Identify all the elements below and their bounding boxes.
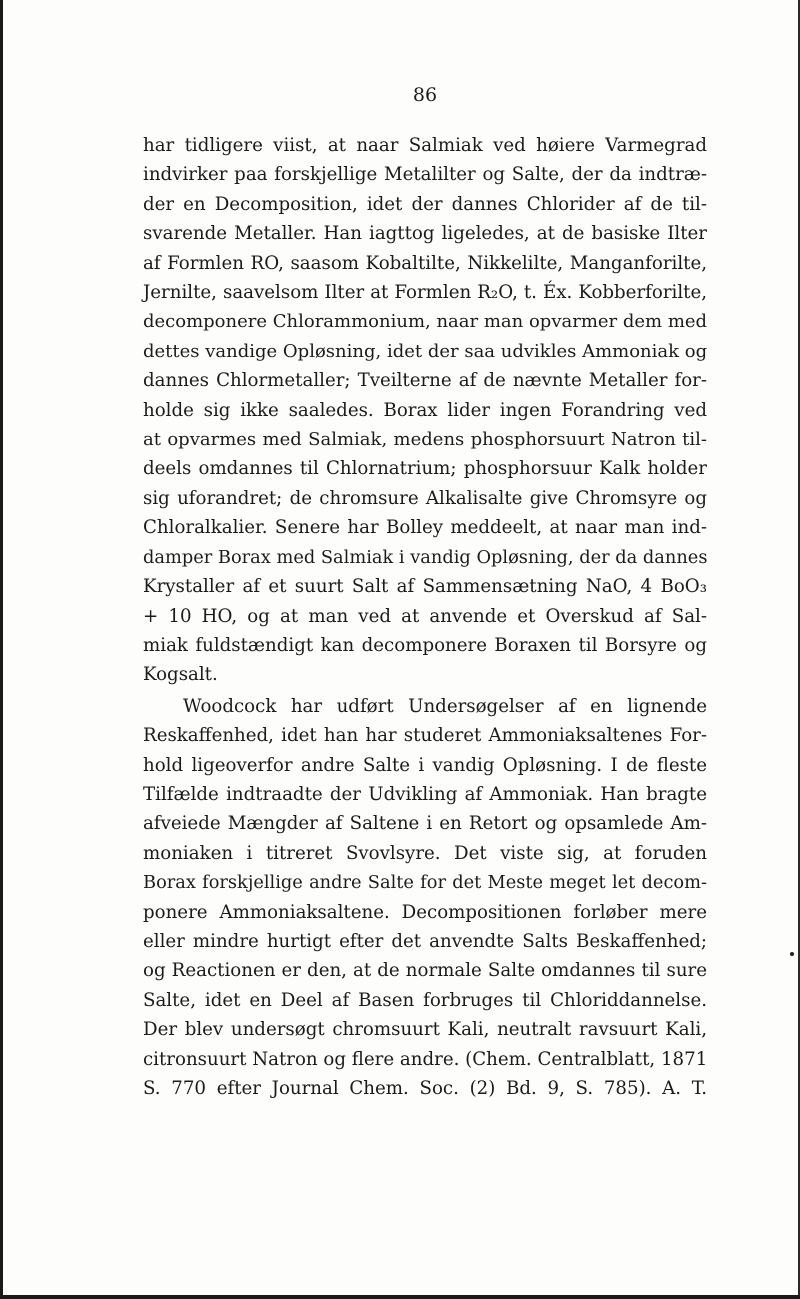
text-line: hold ligeoverfor andre Salte i vandig Opløsning. I de fleste bbox=[143, 754, 707, 776]
text-line: ponere Ammoniaksaltene. Decompositionen forløber mere bbox=[143, 901, 707, 923]
paragraph-1 bbox=[143, 131, 707, 690]
text-line: indvirker paa forskjellige Metalilter og Salte, der da indtræ- bbox=[143, 164, 707, 186]
text-line: afveiede Mængder af Saltene i en Retort og opsamlede Am- bbox=[143, 813, 707, 835]
paragraph-2 bbox=[143, 692, 707, 1104]
text-line: moniaken i titreret Svovlsyre. Det viste sig, at foruden bbox=[143, 842, 707, 864]
text-line: holde sig ikke saaledes. Borax lider ingen Forandring ved bbox=[143, 399, 707, 421]
text-line: dannes Chlormetaller; Tveilterne af de nævnte Metaller for- bbox=[143, 370, 707, 392]
text-line: eller mindre hurtigt efter det anvendte Salts Beskaffenhed; bbox=[143, 930, 707, 952]
text-line: decomponere Chlorammonium, naar man opvarmer dem med bbox=[143, 311, 708, 333]
text-line: har tidligere viist, at naar Salmiak ved høiere Varmegrad bbox=[143, 135, 707, 156]
text-line: og Reactionen er den, at de normale Salte omdannes til sure bbox=[143, 960, 707, 982]
scan-speck bbox=[790, 952, 794, 956]
scan-border-bottom bbox=[0, 1295, 800, 1299]
body-text bbox=[143, 131, 707, 1103]
text-line: S. 770 efter Journal Chem. Soc. (2) Bd. 9, S. 785). A. T. bbox=[143, 1078, 707, 1099]
text-line: Borax forskjellige andre Salte for det Meste meget let decom- bbox=[143, 872, 707, 894]
scan-border-left bbox=[0, 0, 3, 1299]
text-line: Kogsalt. bbox=[143, 664, 218, 686]
text-line: miak fuldstændigt kan decomponere Boraxen til Borsyre og bbox=[143, 634, 707, 656]
text-line: Reskaffenhed, idet han har studeret Ammoniaksaltenes For- bbox=[143, 725, 707, 747]
text-line: af Formlen RO, saasom Kobaltilte, Nikkelilte, Manganforilte, bbox=[143, 252, 707, 274]
text-line: deels omdannes til Chlornatrium; phosphorsuur Kalk holder bbox=[143, 458, 707, 480]
text-line: Der blev undersøgt chromsuurt Kali, neutralt ravsuurt Kali, bbox=[143, 1019, 707, 1041]
text-line: Krystaller af et suurt Salt af Sammensætning NaO, 4 BoO₃ bbox=[143, 576, 707, 598]
text-line: Salte, idet en Deel af Basen forbruges til Chloriddannelse. bbox=[143, 989, 707, 1011]
text-line: damper Borax med Salmiak i vandig Opløsning, der da dannes bbox=[143, 546, 708, 568]
text-line: svarende Metaller. Han iagttog ligeledes, at de basiske Ilter bbox=[143, 223, 707, 245]
text-line: der en Decomposition, idet der dannes Chlorider af de til- bbox=[143, 193, 707, 215]
text-line: at opvarmes med Salmiak, medens phosphorsuurt Natron til- bbox=[143, 429, 707, 451]
text-line: Woodcock har udført Undersøgelser af en lignende bbox=[183, 695, 707, 717]
text-line: Jernilte, saavelsom Ilter at Formlen R₂O, t. Éx. Kobberforilte, bbox=[143, 282, 707, 304]
text-line: dettes vandige Opløsning, idet der saa udvikles Ammoniak og bbox=[143, 340, 708, 362]
text-line: citronsuurt Natron og flere andre. (Chem. Centralblatt, 1871 bbox=[143, 1048, 708, 1070]
page-number: 86 bbox=[412, 84, 438, 106]
text-line: Tilfælde indtraadte der Udvikling af Ammoniak. Han bragte bbox=[143, 783, 707, 805]
text-line: Chloralkalier. Senere har Bolley meddeelt, at naar man ind- bbox=[143, 517, 707, 539]
text-line: + 10 HO, og at man ved at anvende et Overskud af Sal- bbox=[143, 605, 707, 627]
text-line: sig uforandret; de chromsure Alkalisalte give Chromsyre og bbox=[143, 487, 707, 509]
